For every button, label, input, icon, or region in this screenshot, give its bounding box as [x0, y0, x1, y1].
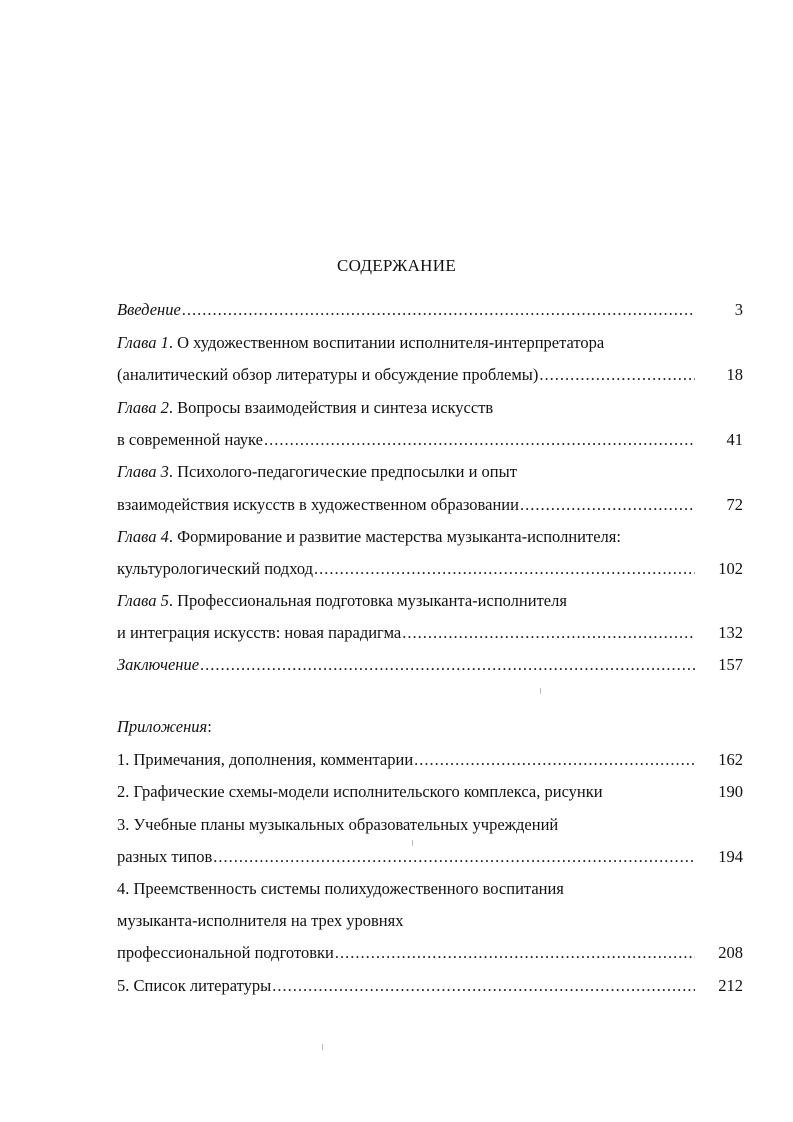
- appendix-item-5[interactable]: [117, 975, 743, 997]
- toc-entry-chapter-2[interactable]: [117, 429, 743, 451]
- dot-leader: [539, 364, 695, 386]
- toc-page-number: 41: [726, 430, 743, 449]
- appendix-item-3[interactable]: [117, 846, 743, 868]
- toc-page-number: 102: [718, 559, 743, 578]
- appendix-title: 3. Учебные планы музыкальных образовательных учреждений: [117, 815, 559, 834]
- appendix-title-continued: музыканта-исполнителя на трех уровнях: [117, 911, 404, 930]
- toc-title: . Формирование и развитие мастерства музыканта-исполнителя:: [168, 527, 621, 546]
- scan-speck: [540, 688, 541, 694]
- appendix-page-number: 208: [718, 943, 743, 962]
- appendix-item-3-title[interactable]: [117, 814, 743, 836]
- toc-entry-chapter-4-title[interactable]: [117, 526, 743, 548]
- appendix-page-number: 194: [718, 847, 743, 866]
- toc-label: Глава 1: [117, 333, 169, 352]
- toc-label: Глава 5: [117, 591, 169, 610]
- scan-speck: [322, 1044, 323, 1050]
- toc-page-number: 72: [726, 495, 743, 514]
- appendix-item-1[interactable]: [117, 749, 743, 771]
- toc-entry-chapter-1[interactable]: [117, 364, 743, 386]
- dot-leader: [200, 654, 695, 676]
- dot-leader: [520, 494, 695, 516]
- dot-leader: [335, 942, 695, 964]
- toc-entry-chapter-5-title[interactable]: [117, 590, 743, 612]
- toc-title-continued: культурологический подход: [117, 559, 313, 578]
- toc-title-continued: взаимодействия искусств в художественном образовании: [117, 495, 519, 514]
- toc-title-continued: (аналитический обзор литературы и обсуждение проблемы): [117, 365, 539, 384]
- appendix-heading: [117, 716, 743, 738]
- appendix-title-continued: разных типов: [117, 847, 213, 866]
- appendix-title: 2. Графические схемы-модели исполнительского комплекса, рисунки: [117, 782, 603, 801]
- toc-entry-chapter-1-title[interactable]: [117, 332, 743, 354]
- scan-speck: [412, 840, 413, 846]
- toc-entry-chapter-5[interactable]: [117, 622, 743, 644]
- dot-leader: [213, 846, 695, 868]
- toc-page-number: 157: [718, 655, 743, 674]
- appendix-title: 1. Примечания, дополнения, комментарии: [117, 750, 414, 769]
- toc-title: . Вопросы взаимодействия и синтеза искусств: [168, 398, 494, 417]
- toc-entry-chapter-3-title[interactable]: [117, 461, 743, 483]
- appendix-item-4[interactable]: [117, 942, 743, 964]
- toc-title-continued: и интеграция искусств: новая парадигма: [117, 623, 402, 642]
- toc-entry-chapter-2-title[interactable]: [117, 397, 743, 419]
- page-title: СОДЕРЖАНИЕ: [336, 256, 457, 275]
- dot-leader: [402, 622, 695, 644]
- dot-leader: [314, 558, 695, 580]
- appendix-item-2[interactable]: [117, 781, 743, 803]
- appendix-heading-colon: :: [207, 717, 212, 736]
- appendix-heading-label: Приложения: [117, 717, 208, 736]
- appendix-item-4-title[interactable]: [117, 878, 743, 900]
- toc-label: Заключение: [117, 655, 200, 674]
- dot-leader: [264, 429, 695, 451]
- toc-entry-chapter-4[interactable]: [117, 558, 743, 580]
- appendix-page-number: 162: [718, 750, 743, 769]
- appendix-page-number: 212: [718, 976, 743, 995]
- toc-entry-introduction[interactable]: [117, 299, 743, 321]
- toc-page-number: 132: [718, 623, 743, 642]
- dot-leader: [414, 749, 695, 771]
- appendix-title: 5. Список литературы: [117, 976, 272, 995]
- toc-label: Глава 4: [117, 527, 169, 546]
- toc-title: . Психолого-педагогические предпосылки и опыт: [168, 462, 517, 481]
- toc-entry-conclusion[interactable]: [117, 654, 743, 676]
- toc-page-number: 3: [734, 300, 743, 319]
- toc-label: Введение: [117, 300, 181, 319]
- dot-leader: [182, 299, 695, 321]
- toc-title-continued: в современной науке: [117, 430, 263, 449]
- appendix-page-number: 190: [718, 782, 743, 801]
- toc-page-number: 18: [726, 365, 743, 384]
- toc-title: . О художественном воспитании исполнителя-интерпретатора: [168, 333, 605, 352]
- appendix-item-4-title-continued[interactable]: [117, 910, 743, 932]
- toc-label: Глава 3: [117, 462, 169, 481]
- toc-label: Глава 2: [117, 398, 169, 417]
- toc-entry-chapter-3[interactable]: [117, 494, 743, 516]
- appendix-title-continued: профессиональной подготовки: [117, 943, 334, 962]
- toc-title: . Профессиональная подготовка музыканта-исполнителя: [168, 591, 567, 610]
- appendix-title: 4. Преемственность системы полихудожественного воспитания: [117, 879, 564, 898]
- dot-leader: [272, 975, 695, 997]
